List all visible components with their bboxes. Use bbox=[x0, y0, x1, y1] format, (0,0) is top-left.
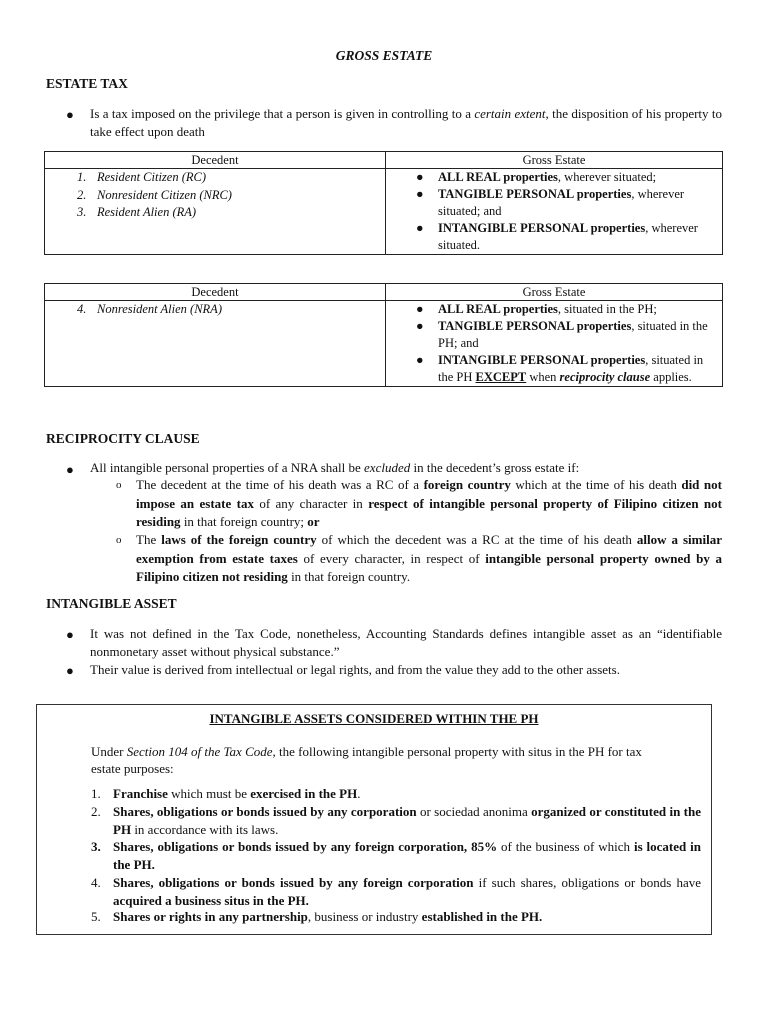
gross-estate-item: ● ALL REAL properties, wherever situated; bbox=[416, 170, 657, 184]
sub-bullet-marker: o bbox=[116, 479, 122, 491]
decedent-cell bbox=[45, 169, 386, 255]
gross-estate-item: ● TANGIBLE PERSONAL properties, situated in the PH; and bbox=[416, 319, 708, 350]
box-intro-cont: estate purposes: bbox=[91, 761, 174, 776]
estate-tax-definition: Is a tax imposed on the privilege that a person is given in controlling to a certain extent, the disposition of his property to take effect upon death bbox=[90, 106, 723, 139]
box-list-item: 2. Shares, obligations or bonds issued by any corporation or sociedad anonima organized or constituted in the PH in accordance with its laws. bbox=[91, 804, 701, 837]
reciprocity-heading: RECIPROCITY CLAUSE bbox=[46, 431, 200, 446]
decedent-item: 2. Nonresident Citizen (NRC) bbox=[77, 187, 232, 202]
page-title: GROSS ESTATE bbox=[335, 48, 433, 63]
intangible-heading: INTANGIBLE ASSET bbox=[46, 596, 177, 611]
gross-estate-cell bbox=[386, 301, 723, 387]
box-intro: Under Section 104 of the Tax Code, the following intangible personal property with situs in the PH for tax bbox=[91, 744, 642, 759]
gross-estate-cell bbox=[386, 169, 723, 255]
bullet-marker: ● bbox=[66, 462, 74, 477]
reciprocity-condition-1: The decedent at the time of his death was a RC of a foreign country which at the time of his death did not impose an estate tax of any character in respect of intangible personal property of Filipino citizen not residing in that foreign country; or bbox=[136, 477, 722, 529]
intangible-assets-box bbox=[36, 704, 712, 935]
box-list-item: 4. Shares, obligations or bonds issued by any foreign corporation if such shares, obligations or bonds have acquired a business situs in the PH. bbox=[91, 875, 701, 908]
decedent-item: 1. Resident Citizen (RC) bbox=[77, 170, 207, 184]
gross-estate-item: ● TANGIBLE PERSONAL properties, wherever situated; and bbox=[416, 187, 685, 218]
gross-estate-item: ● INTANGIBLE PERSONAL properties, situated in the PH EXCEPT when reciprocity clause applies. bbox=[416, 353, 704, 384]
col-header-gross-estate: Gross Estate bbox=[386, 152, 723, 169]
box-list-item: 3. Shares, obligations or bonds issued by any foreign corporation, 85% of the business of which is located in the PH. bbox=[91, 839, 701, 872]
decedent-table-1 bbox=[44, 151, 723, 255]
reciprocity-condition-2: The laws of the foreign country of which the decedent was a RC at the time of his death allow a similar exemption from estate taxes of every character, in respect of intangible personal property owned by a Filipino citizen not residing in that foreign country. bbox=[136, 532, 722, 584]
decedent-table-2 bbox=[44, 283, 723, 387]
col-header-decedent: Decedent bbox=[45, 284, 386, 301]
bullet-marker: ● bbox=[66, 663, 74, 678]
box-list-item: 1. Franchise which must be exercised in the PH. bbox=[91, 786, 361, 801]
box-list-item: 5. Shares or rights in any partnership, business or industry established in the PH. bbox=[91, 909, 543, 924]
bullet-marker: ● bbox=[66, 107, 74, 122]
sub-bullet-marker: o bbox=[116, 534, 122, 546]
decedent-cell bbox=[45, 301, 386, 387]
intangible-value: Their value is derived from intellectual or legal rights, and from the value they add to the other assets. bbox=[90, 662, 620, 677]
decedent-item: 3. Resident Alien (RA) bbox=[77, 205, 197, 219]
reciprocity-bullet: All intangible personal properties of a NRA shall be excluded in the decedent’s gross estate if: bbox=[90, 460, 580, 475]
gross-estate-item: ● INTANGIBLE PERSONAL properties, wherever situated. bbox=[416, 221, 698, 252]
bullet-marker: ● bbox=[66, 627, 74, 642]
estate-tax-heading: ESTATE TAX bbox=[46, 76, 128, 91]
col-header-decedent: Decedent bbox=[45, 152, 386, 169]
decedent-item: 4. Nonresident Alien (NRA) bbox=[77, 302, 222, 316]
gross-estate-item: ● ALL REAL properties, situated in the PH; bbox=[416, 302, 657, 316]
intangible-definition: It was not defined in the Tax Code, nonetheless, Accounting Standards defines intangible asset as an “identifiable nonmonetary asset without physical substance.” bbox=[90, 626, 722, 659]
col-header-gross-estate: Gross Estate bbox=[386, 284, 723, 301]
box-title: INTANGIBLE ASSETS CONSIDERED WITHIN THE PH bbox=[209, 711, 539, 726]
